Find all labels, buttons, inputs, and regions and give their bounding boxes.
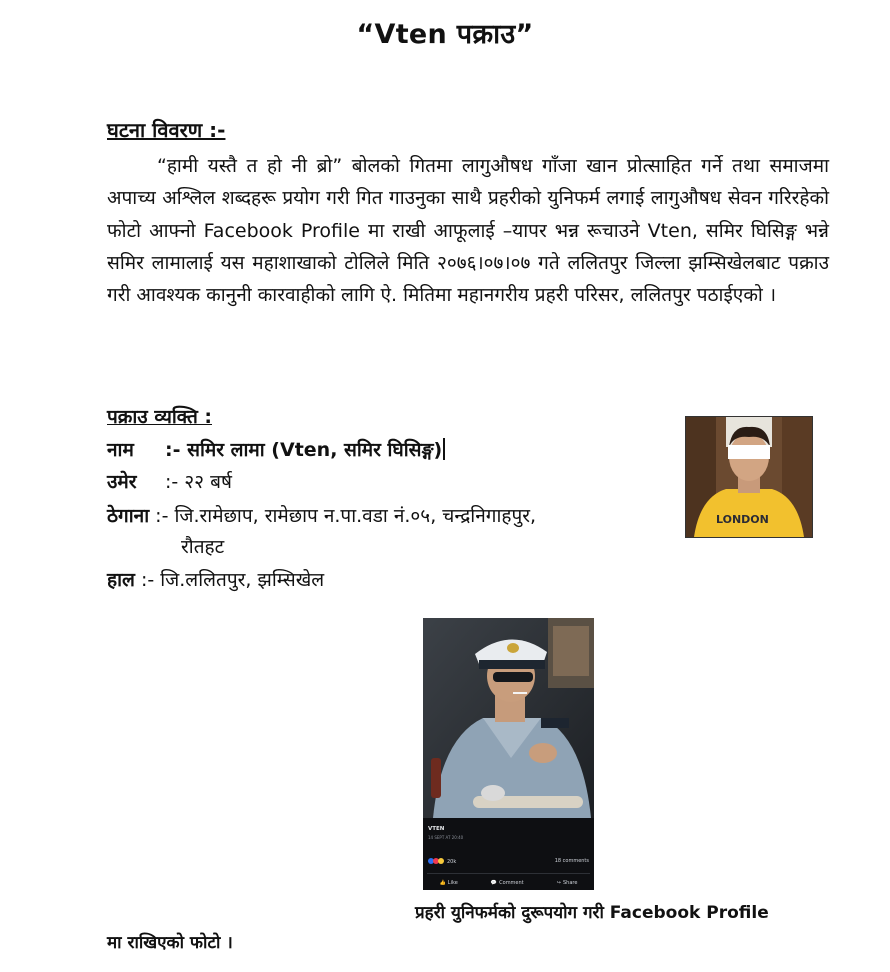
current-label: हाल (107, 569, 135, 591)
uniform-photo-illustration (423, 618, 594, 818)
age-value: :- २२ बर्ष (165, 471, 232, 493)
comment-count: 18 comments (554, 858, 589, 864)
portrait-illustration (686, 417, 812, 537)
incident-paragraph (107, 150, 829, 311)
reactions (428, 858, 456, 865)
name-value: :- समिर लामा (Vten, समिर घिसिङ्ग) (165, 439, 443, 461)
share-button (557, 880, 578, 886)
arrested-heading: पक्राउ व्यक्ति : (107, 406, 212, 428)
page-title: “Vten पक्राउ” (356, 19, 534, 50)
share-icon: ↪ (556, 880, 561, 886)
reaction-count: 20k (447, 859, 457, 865)
post-author: VTEN (428, 826, 445, 832)
name-row (107, 434, 445, 466)
incident-heading: घटना विवरण :- (107, 118, 226, 142)
svg-text:LONDON: LONDON (716, 513, 769, 526)
haha-reaction-icon (438, 858, 444, 864)
like-button (440, 880, 458, 886)
caption-line-1: प्रहरी युनिफर्मको दुरूपयोग गरी Facebook Profile (415, 903, 769, 923)
age-label: उमेर (107, 471, 137, 493)
comment-label: Comment (499, 880, 524, 886)
post-date: 14 SEPT AT 20:40 (428, 835, 464, 840)
comment-icon: 💬 (490, 880, 498, 886)
like-icon: 👍 (439, 880, 446, 886)
address-row (107, 500, 536, 532)
comment-button (491, 880, 524, 886)
text-cursor (443, 438, 445, 460)
current-address-row (107, 564, 324, 596)
caption-line-2: मा राखिएको फोटो । (107, 933, 233, 953)
like-label: Like (447, 880, 458, 886)
post-actions (423, 880, 594, 886)
current-value: :- जि.ललितपुर, झम्सिखेल (140, 569, 325, 591)
address-row-continued: रौतहट (181, 536, 225, 558)
address-label: ठेगाना (107, 505, 150, 527)
share-label: Share (562, 880, 578, 886)
age-row (107, 466, 232, 498)
address-value: :- जि.रामेछाप, रामेछाप न.पा.वडा नं.०५, चन्द्रनिगाहपुर, (155, 505, 537, 527)
facebook-post-screenshot (423, 618, 594, 890)
arrested-person-photo (685, 416, 813, 538)
name-label: नाम (107, 439, 134, 461)
post-stats (423, 858, 594, 868)
post-divider (427, 873, 590, 874)
incident-text: “हामी यस्तै त हो नी ब्रो” बोलको गितमा लागुऔषध गाँजा खान प्रोत्साहित गर्ने तथा समाजमा अपाच्य अश्लिल शब्दहरू प्रयोग गरी गित गाउनुका साथै प्रहरीको युनिफर्म लगाई लागुऔषध सेवन गरिरहेको फोटो आफ्नो Facebook Profile मा राखी आफूलाई –यापर भन्न रूचाउने Vten, समिर घिसिङ्ग भन्ने समिर लामालाई यस महाशाखाको टोलिले मिति २०७६।०७।०७ गते ललितपुर जिल्ला झम्सिखेलबाट पक्राउ गरी आवश्यक कानुनी कारवाहीको लागि ऐ. मितिमा महानगरीय प्रहरी परिसर, ललितपुर पठाईएको । (107, 155, 829, 307)
